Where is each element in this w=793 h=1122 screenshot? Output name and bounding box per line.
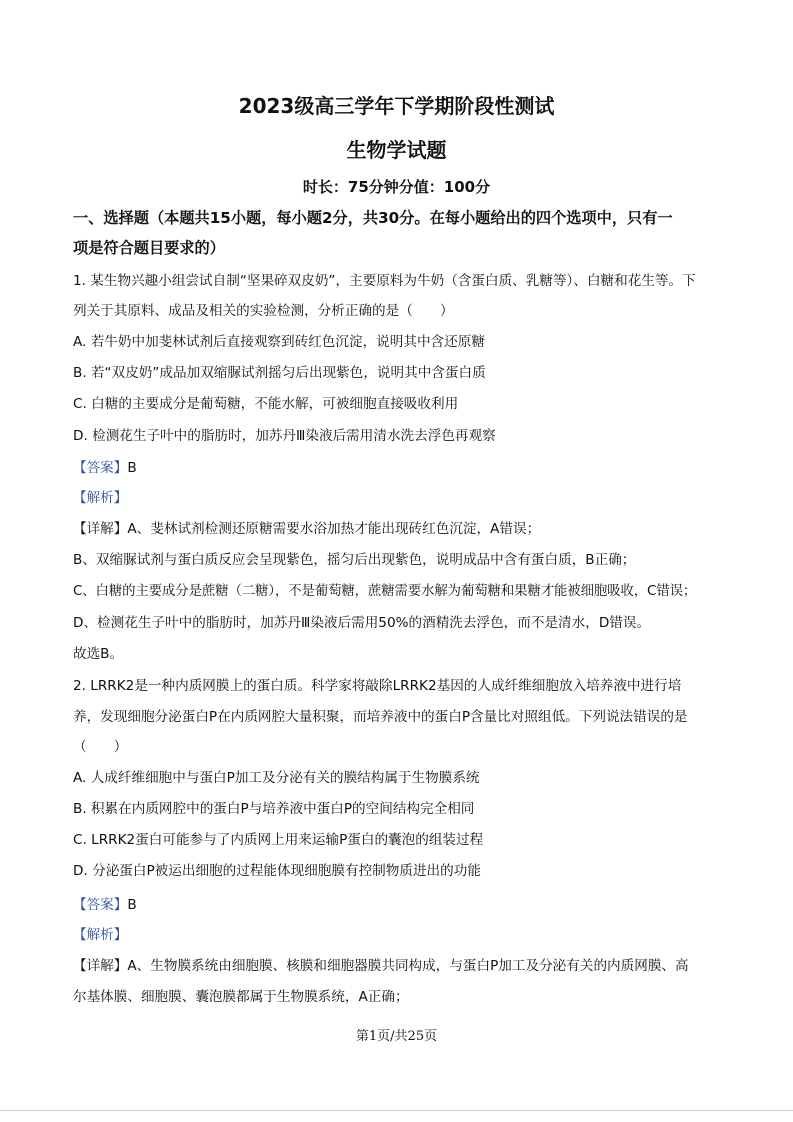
q1-detail-tag: 【详解】	[73, 521, 128, 537]
q1-stem-line1: 1. 某生物兴趣小组尝试自制“坚果碎双皮奶”，主要原料为牛奶（含蛋白质、乳糖等）、白糖和花生等。下	[73, 273, 696, 289]
q2-explanation-a-text: A、生物膜系统由细胞膜、核膜和细胞器膜共同构成，与蛋白P加工及分泌有关的内质网膜、高	[127, 958, 689, 974]
q2-stem-line2: 养，发现细胞分泌蛋白P在内质网腔大量积聚，而培养液中的蛋白P含量比对照组低。下列说法错误的是	[73, 709, 688, 725]
q2-stem-line1: 2. LRRK2是一种内质网膜上的蛋白质。科学家将敲除LRRK2基因的人成纤维细胞放入培养液中进行培	[73, 678, 682, 694]
q1-option-b: B. 若“双皮奶”成品加双缩脲试剂摇匀后出现紫色，说明其中含蛋白质	[73, 365, 486, 381]
exam-title: 2023级高三学年下学期阶段性测试	[238, 94, 555, 118]
q1-explanation-a	[73, 519, 540, 539]
q1-explanation-a-text: A、斐林试剂检测还原糖需要水浴加热才能出现砖红色沉淀，A错误；	[127, 521, 541, 537]
q2-stem-line3: （ ）	[73, 739, 128, 755]
q2-analysis-tag: 【解析】	[73, 927, 128, 943]
q1-conclusion: 故选B。	[73, 646, 124, 662]
q2-explanation-a-line1	[73, 956, 689, 976]
q2-option-a: A. 人成纤维细胞中与蛋白P加工及分泌有关的膜结构属于生物膜系统	[73, 770, 480, 786]
page-footer: 第1页/共25页	[355, 1029, 438, 1044]
q2-detail-tag: 【详解】	[73, 958, 128, 974]
q1-answer-tag: 【答案】	[73, 460, 128, 476]
q1-option-c: C. 白糖的主要成分是葡萄糖，不能水解，可被细胞直接吸收利用	[73, 396, 459, 412]
q2-option-b: B. 积累在内质网腔中的蛋白P与培养液中蛋白P的空间结构完全相同	[73, 801, 475, 817]
exam-meta: 时长：75分钟分值：100分	[302, 178, 491, 196]
q1-stem-line2: 列关于其原料、成品及相关的实验检测，分析正确的是（ ）	[73, 303, 454, 319]
q1-analysis-tag: 【解析】	[73, 490, 128, 506]
q2-answer	[73, 895, 137, 915]
q1-option-d: D. 检测花生子叶中的脂肪时，加苏丹Ⅲ染液后需用清水洗去浮色再观察	[73, 428, 496, 444]
exam-subtitle: 生物学试题	[346, 138, 447, 162]
section-heading-line2: 项是符合题目要求的）	[73, 239, 225, 257]
q1-explanation-c: C、白糖的主要成分是蔗糖（二糖），不是葡萄糖，蔗糖需要水解为葡萄糖和果糖才能被细胞吸收，C错误；	[73, 584, 697, 599]
q2-option-d: D. 分泌蛋白P被运出细胞的过程能体现细胞膜有控制物质进出的功能	[73, 863, 481, 879]
q1-answer	[73, 458, 137, 478]
q2-answer-value: B	[127, 897, 137, 913]
q1-explanation-d: D、检测花生子叶中的脂肪时，加苏丹Ⅲ染液后需用50%的酒精洗去浮色，而不是清水，D错误。	[73, 615, 651, 631]
q2-answer-tag: 【答案】	[73, 897, 128, 913]
q2-option-c: C. LRRK2蛋白可能参与了内质网上用来运输P蛋白的囊泡的组装过程	[73, 832, 484, 848]
q1-answer-value: B	[127, 460, 137, 476]
bottom-divider	[0, 1110, 793, 1111]
q2-explanation-a-line2: 尔基体膜、细胞膜、囊泡膜都属于生物膜系统，A正确；	[73, 989, 409, 1005]
section-heading-line1: 一、选择题（本题共15小题，每小题2分，共30分。在每小题给出的四个选项中，只有一	[73, 209, 673, 227]
q1-explanation-b: B、双缩脲试剂与蛋白质反应会呈现紫色，摇匀后出现紫色，说明成品中含有蛋白质，B正确；	[73, 552, 636, 568]
q1-option-a: A. 若牛奶中加斐林试剂后直接观察到砖红色沉淀，说明其中含还原糖	[73, 334, 485, 350]
